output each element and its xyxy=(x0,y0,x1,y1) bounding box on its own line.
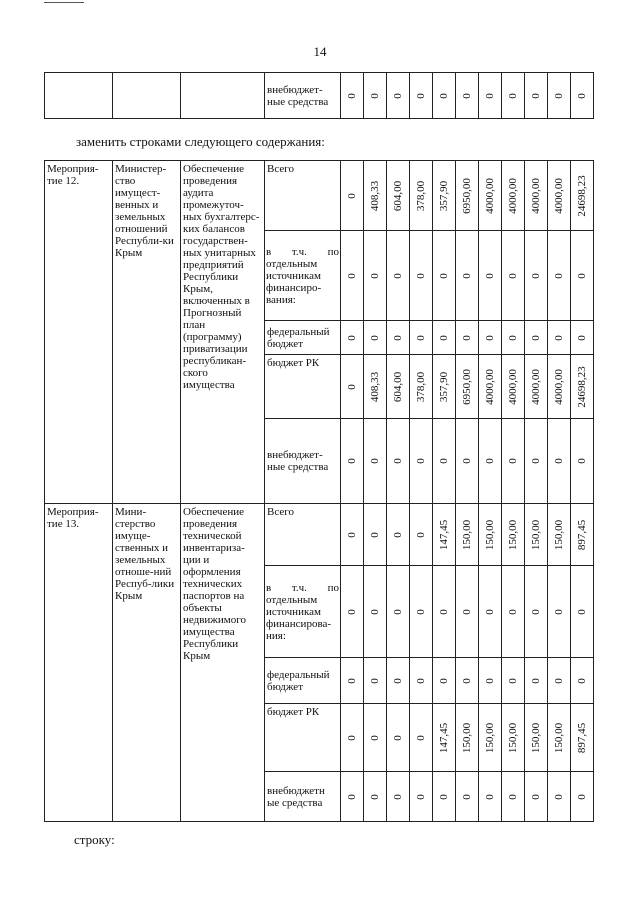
value-cell: 357,90 xyxy=(433,161,456,231)
table-top-fragment xyxy=(44,72,594,119)
value-cell: 4000,00 xyxy=(525,355,548,419)
value-cell: 0 xyxy=(341,419,364,504)
value-cell: 0 xyxy=(387,658,410,704)
value-cell: 0 xyxy=(410,658,433,704)
value-cell: 0 xyxy=(502,566,525,658)
executor-cell: Министер-ство имущест-венных и земельных отношений Республи-ки Крым xyxy=(113,161,181,504)
value-cell: 0 xyxy=(364,73,387,119)
value-cell: 0 xyxy=(502,658,525,704)
value-cell: 0 xyxy=(341,321,364,355)
value-cell: 0 xyxy=(364,772,387,822)
value-cell: 0 xyxy=(433,658,456,704)
value-cell: 0 xyxy=(571,566,594,658)
row-caption: строку: xyxy=(74,832,115,847)
value-cell: 4000,00 xyxy=(502,355,525,419)
value-cell: 0 xyxy=(479,772,502,822)
value-cell: 0 xyxy=(548,231,571,321)
value-cell: 0 xyxy=(433,321,456,355)
value-cell: 0 xyxy=(479,231,502,321)
value-cell: 0 xyxy=(525,73,548,119)
value-cell: 0 xyxy=(525,772,548,822)
value-cell: 0 xyxy=(456,73,479,119)
value-cell: 0 xyxy=(387,321,410,355)
description-cell: Обеспечение проведения технической инвентариза-ции и оформления технических паспортов на объекты недвижимого имущества Республики Крым xyxy=(181,504,265,822)
row-label: Всего xyxy=(265,161,341,231)
value-cell: 0 xyxy=(456,772,479,822)
value-cell: 0 xyxy=(548,658,571,704)
value-cell: 0 xyxy=(502,231,525,321)
value-cell: 150,00 xyxy=(502,704,525,772)
value-cell: 0 xyxy=(341,566,364,658)
value-cell: 0 xyxy=(410,419,433,504)
event-cell: Мероприя-тие 12. xyxy=(45,161,113,504)
empty-cell xyxy=(45,73,113,119)
value-cell: 0 xyxy=(548,419,571,504)
value-cell: 0 xyxy=(456,321,479,355)
row-label: внебюджет-ные средства xyxy=(265,73,341,119)
value-cell: 0 xyxy=(387,566,410,658)
row-label: в т.ч. по отдельным источникам финансиро-вания: xyxy=(265,231,341,321)
empty-cell xyxy=(181,73,265,119)
value-cell: 0 xyxy=(571,321,594,355)
value-cell: 147,45 xyxy=(433,504,456,566)
value-cell: 0 xyxy=(364,658,387,704)
value-cell: 4000,00 xyxy=(548,355,571,419)
value-cell: 0 xyxy=(571,231,594,321)
row-label: федеральный бюджет xyxy=(265,658,341,704)
value-cell: 6950,00 xyxy=(456,355,479,419)
value-cell: 150,00 xyxy=(456,704,479,772)
value-cell: 0 xyxy=(433,772,456,822)
row-label: внебюджетн ые средства xyxy=(265,772,341,822)
empty-cell xyxy=(113,73,181,119)
value-cell: 0 xyxy=(433,419,456,504)
top-rule xyxy=(44,2,84,3)
value-cell: 0 xyxy=(433,566,456,658)
value-cell: 0 xyxy=(364,566,387,658)
value-cell: 150,00 xyxy=(525,504,548,566)
value-cell: 0 xyxy=(387,504,410,566)
value-cell: 0 xyxy=(479,321,502,355)
value-cell: 0 xyxy=(571,772,594,822)
value-cell: 0 xyxy=(341,504,364,566)
value-cell: 378,00 xyxy=(410,161,433,231)
value-cell: 0 xyxy=(502,419,525,504)
value-cell: 150,00 xyxy=(479,504,502,566)
value-cell: 0 xyxy=(479,566,502,658)
row-label: Всего xyxy=(265,504,341,566)
value-cell: 0 xyxy=(548,321,571,355)
value-cell: 0 xyxy=(410,73,433,119)
value-cell: 0 xyxy=(548,772,571,822)
value-cell: 0 xyxy=(387,419,410,504)
value-cell: 150,00 xyxy=(479,704,502,772)
event-cell: Мероприя-тие 13. xyxy=(45,504,113,822)
value-cell: 24698,23 xyxy=(571,161,594,231)
value-cell: 150,00 xyxy=(525,704,548,772)
value-cell: 0 xyxy=(364,419,387,504)
value-cell: 378,00 xyxy=(410,355,433,419)
value-cell: 150,00 xyxy=(456,504,479,566)
value-cell: 0 xyxy=(341,73,364,119)
value-cell: 0 xyxy=(341,658,364,704)
value-cell: 150,00 xyxy=(502,504,525,566)
value-cell: 0 xyxy=(341,772,364,822)
value-cell: 0 xyxy=(341,161,364,231)
value-cell: 0 xyxy=(548,73,571,119)
value-cell: 0 xyxy=(364,321,387,355)
value-cell: 0 xyxy=(341,704,364,772)
row-label: бюджет РК xyxy=(265,704,341,772)
value-cell: 4000,00 xyxy=(479,161,502,231)
value-cell: 0 xyxy=(364,504,387,566)
value-cell: 0 xyxy=(433,231,456,321)
row-label: федеральный бюджет xyxy=(265,321,341,355)
value-cell: 0 xyxy=(433,73,456,119)
value-cell: 0 xyxy=(525,231,548,321)
value-cell: 0 xyxy=(410,231,433,321)
value-cell: 0 xyxy=(525,566,548,658)
value-cell: 0 xyxy=(341,231,364,321)
row-label: бюджет РК xyxy=(265,355,341,419)
value-cell: 0 xyxy=(548,566,571,658)
value-cell: 4000,00 xyxy=(525,161,548,231)
value-cell: 0 xyxy=(456,231,479,321)
value-cell: 0 xyxy=(479,658,502,704)
value-cell: 147,45 xyxy=(433,704,456,772)
value-cell: 408,33 xyxy=(364,355,387,419)
value-cell: 6950,00 xyxy=(456,161,479,231)
value-cell: 0 xyxy=(525,321,548,355)
value-cell: 4000,00 xyxy=(479,355,502,419)
page-number: 14 xyxy=(313,44,327,59)
value-cell: 0 xyxy=(571,658,594,704)
value-cell: 0 xyxy=(410,321,433,355)
executor-cell: Мини-стерство имуще-ственных и земельных отноше-ний Респуб-лики Крым xyxy=(113,504,181,822)
value-cell: 0 xyxy=(364,231,387,321)
value-cell: 150,00 xyxy=(548,504,571,566)
table-measure-13 xyxy=(44,503,594,822)
value-cell: 0 xyxy=(456,658,479,704)
value-cell: 0 xyxy=(341,355,364,419)
value-cell: 0 xyxy=(502,73,525,119)
value-cell: 0 xyxy=(525,658,548,704)
value-cell: 604,00 xyxy=(387,355,410,419)
value-cell: 0 xyxy=(387,73,410,119)
table-row xyxy=(45,161,594,231)
value-cell: 0 xyxy=(456,419,479,504)
value-cell: 357,90 xyxy=(433,355,456,419)
value-cell: 604,00 xyxy=(387,161,410,231)
value-cell: 4000,00 xyxy=(548,161,571,231)
table-row xyxy=(45,73,594,119)
value-cell: 0 xyxy=(571,73,594,119)
value-cell: 0 xyxy=(387,704,410,772)
value-cell: 0 xyxy=(479,419,502,504)
replace-caption: заменить строками следующего содержания: xyxy=(76,134,325,149)
value-cell: 0 xyxy=(410,704,433,772)
value-cell: 150,00 xyxy=(548,704,571,772)
value-cell: 0 xyxy=(387,772,410,822)
value-cell: 0 xyxy=(502,772,525,822)
value-cell: 0 xyxy=(525,419,548,504)
value-cell: 0 xyxy=(364,704,387,772)
value-cell: 408,33 xyxy=(364,161,387,231)
table-row xyxy=(45,504,594,566)
value-cell: 0 xyxy=(456,566,479,658)
value-cell: 0 xyxy=(410,566,433,658)
row-label: внебюджет-ные средства xyxy=(265,419,341,504)
value-cell: 897,45 xyxy=(571,504,594,566)
value-cell: 0 xyxy=(479,73,502,119)
value-cell: 0 xyxy=(387,231,410,321)
value-cell: 0 xyxy=(410,504,433,566)
value-cell: 897,45 xyxy=(571,704,594,772)
row-label: в т.ч. по отдельным источникам финансирова-ния: xyxy=(265,566,341,658)
value-cell: 0 xyxy=(410,772,433,822)
table-measure-12 xyxy=(44,160,594,504)
value-cell: 0 xyxy=(571,419,594,504)
value-cell: 0 xyxy=(502,321,525,355)
value-cell: 4000,00 xyxy=(502,161,525,231)
description-cell: Обеспечение проведения аудита промежуточ-ных бухгалтерс-ких балансов государствен-ных унитарных предприятий Республики Крым, включенных в Прогнозный план (программу) приватизации республикан-ского имущества xyxy=(181,161,265,504)
value-cell: 24698,23 xyxy=(571,355,594,419)
